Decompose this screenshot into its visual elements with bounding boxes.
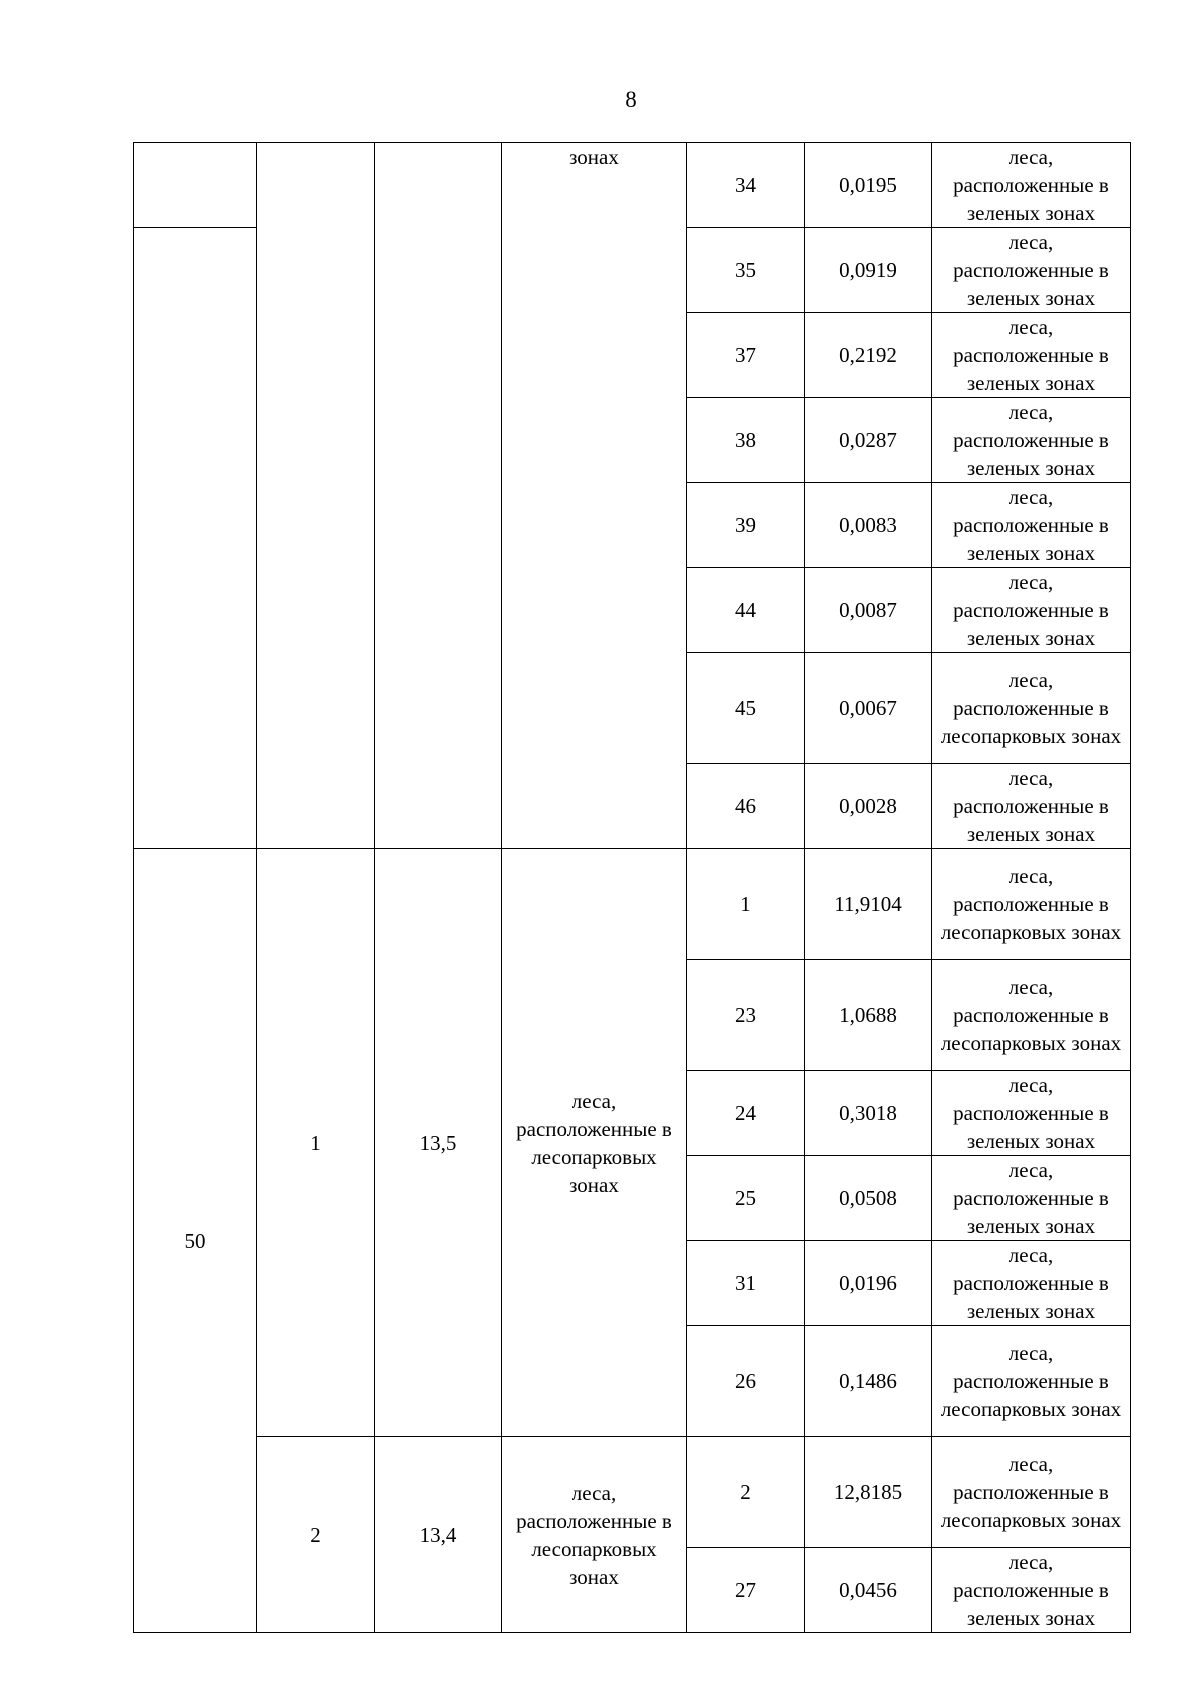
allotment-area: 0,0083 — [805, 483, 932, 568]
empty-cell — [375, 143, 502, 849]
allotment-area: 0,0067 — [805, 653, 932, 764]
allotment-category: леса, расположенные в лесопарковых зонах — [932, 653, 1131, 764]
group-category: леса, расположенные в лесопарковых зонах — [502, 849, 687, 1437]
group-category: леса, расположенные в лесопарковых зонах — [502, 1437, 687, 1633]
empty-cell — [134, 228, 257, 849]
allotment-category: леса, расположенные в лесопарковых зонах — [932, 849, 1131, 960]
forest-allotment-table — [133, 142, 1131, 1633]
empty-cell — [257, 143, 375, 849]
allotment-category: леса, расположенные в лесопарковых зонах — [932, 1326, 1131, 1437]
allotment-area: 11,9104 — [805, 849, 932, 960]
allotment-category: леса, расположенные в зеленых зонах — [932, 764, 1131, 849]
allotment-category: леса, расположенные в зеленых зонах — [932, 398, 1131, 483]
table-row — [134, 849, 1131, 960]
table-row — [134, 1437, 1131, 1548]
allotment-area: 0,0508 — [805, 1156, 932, 1241]
group-number: 1 — [257, 849, 375, 1437]
allotment-category: леса, расположенные в лесопарковых зонах — [932, 1437, 1131, 1548]
allotment-area: 12,8185 — [805, 1437, 932, 1548]
allotment-number: 31 — [687, 1241, 805, 1326]
category-cell-continued: зонах — [502, 143, 687, 849]
allotment-number: 23 — [687, 960, 805, 1071]
allotment-number: 46 — [687, 764, 805, 849]
allotment-number: 2 — [687, 1437, 805, 1548]
table-row — [134, 143, 1131, 228]
allotment-category: леса, расположенные в зеленых зонах — [932, 1241, 1131, 1326]
allotment-number: 1 — [687, 849, 805, 960]
allotment-area: 0,3018 — [805, 1071, 932, 1156]
allotment-category: леса, расположенные в зеленых зонах — [932, 1071, 1131, 1156]
allotment-area: 0,1486 — [805, 1326, 932, 1437]
allotment-number: 24 — [687, 1071, 805, 1156]
group-area: 13,4 — [375, 1437, 502, 1633]
allotment-category: леса, расположенные в зеленых зонах — [932, 143, 1131, 228]
allotment-category: леса, расположенные в зеленых зонах — [932, 313, 1131, 398]
empty-cell — [134, 143, 257, 228]
allotment-category: леса, расположенные в зеленых зонах — [932, 228, 1131, 313]
allotment-number: 38 — [687, 398, 805, 483]
allotment-number: 37 — [687, 313, 805, 398]
allotment-number: 26 — [687, 1326, 805, 1437]
allotment-area: 0,0456 — [805, 1548, 932, 1633]
allotment-area: 0,0195 — [805, 143, 932, 228]
allotment-category: леса, расположенные в зеленых зонах — [932, 483, 1131, 568]
allotment-area: 1,0688 — [805, 960, 932, 1071]
allotment-area: 0,0287 — [805, 398, 932, 483]
allotment-number: 35 — [687, 228, 805, 313]
allotment-area: 0,0919 — [805, 228, 932, 313]
allotment-category: леса, расположенные в лесопарковых зонах — [932, 960, 1131, 1071]
allotment-area: 0,0087 — [805, 568, 932, 653]
allotment-number: 45 — [687, 653, 805, 764]
allotment-number: 25 — [687, 1156, 805, 1241]
allotment-number: 34 — [687, 143, 805, 228]
allotment-category: леса, расположенные в зеленых зонах — [932, 1548, 1131, 1633]
page-number: 8 — [625, 87, 637, 112]
allotment-number: 44 — [687, 568, 805, 653]
allotment-area: 0,0196 — [805, 1241, 932, 1326]
allotment-area: 0,0028 — [805, 764, 932, 849]
allotment-category: леса, расположенные в зеленых зонах — [932, 568, 1131, 653]
allotment-category: леса, расположенные в зеленых зонах — [932, 1156, 1131, 1241]
group-area: 13,5 — [375, 849, 502, 1437]
allotment-number: 39 — [687, 483, 805, 568]
group-number: 2 — [257, 1437, 375, 1633]
kvartal-number: 50 — [134, 849, 257, 1633]
allotment-area: 0,2192 — [805, 313, 932, 398]
allotment-number: 27 — [687, 1548, 805, 1633]
